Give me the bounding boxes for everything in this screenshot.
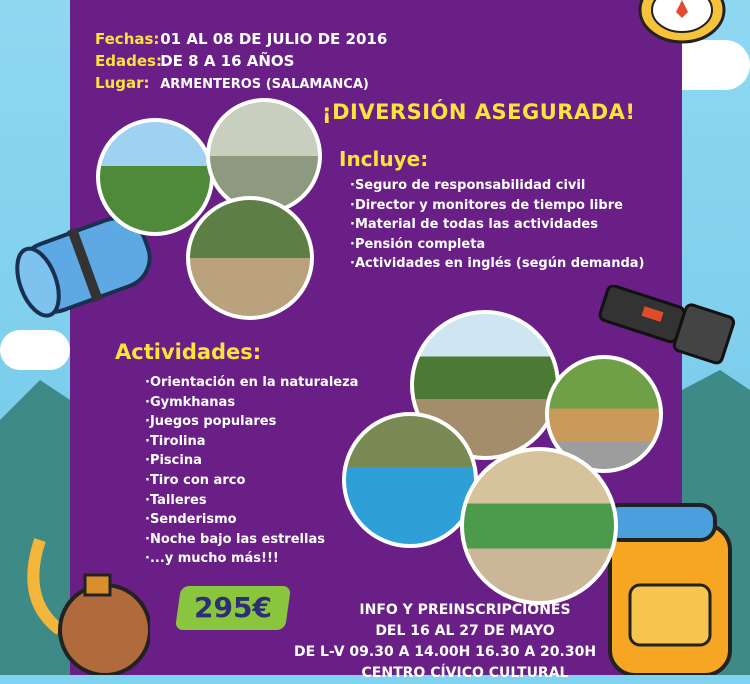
list-item: ·Talleres <box>145 492 207 508</box>
list-item: ·Actividades en inglés (según demanda) <box>350 256 645 272</box>
edades-value: DE 8 A 16 AÑOS <box>160 52 295 70</box>
actividades-title: Actividades: <box>115 340 262 364</box>
price-value: 295€ <box>194 591 272 624</box>
list-item: ·Piscina <box>145 453 202 469</box>
canteen-icon <box>10 520 150 675</box>
list-item: ·Tiro con arco <box>145 472 246 488</box>
photo-pool <box>342 412 478 548</box>
list-item: ·Gymkhanas <box>145 394 236 410</box>
list-item: ·Tirolina <box>145 433 206 449</box>
contact-line: CENTRO CÍVICO CULTURAL <box>361 665 569 681</box>
incluye-title: Incluye: <box>339 147 429 171</box>
list-item: ·Orientación en la naturaleza <box>145 375 359 390</box>
list-item: ·Director y monitores de tiempo libre <box>350 197 623 213</box>
lugar-value: ARMENTEROS (SALAMANCA) <box>160 77 369 92</box>
photo-zipline <box>96 118 214 236</box>
compass-icon <box>632 0 732 50</box>
list-item: ·Material de todas las actividades <box>350 217 598 233</box>
photo-group <box>186 196 314 320</box>
fechas-label: Fechas: <box>95 30 160 48</box>
contact-line: DE L-V 09.30 A 14.00H 16.30 A 20.30H <box>293 644 597 660</box>
list-item: ·Seguro de responsabilidad civil <box>350 178 586 193</box>
event-info <box>95 28 387 96</box>
list-item: ·Juegos populares <box>145 414 277 430</box>
lugar-label: Lugar: <box>95 74 150 92</box>
list-item: ·Senderismo <box>145 512 237 528</box>
edades-label: Edades: <box>95 52 162 70</box>
fechas-value: 01 AL 08 DE JULIO DE 2016 <box>160 30 388 48</box>
incluye-list <box>350 176 644 274</box>
contact-line: DEL 16 AL 27 DE MAYO <box>375 623 555 639</box>
price-badge <box>175 586 291 630</box>
list-item: ·Pensión completa <box>350 236 486 252</box>
flashlight-icon <box>590 285 750 365</box>
list-item: ·...y mucho más!!! <box>145 551 279 567</box>
list-item: ·Noche bajo las estrellas <box>145 531 325 547</box>
contact-line: INFO Y PREINSCRIPCIONES <box>359 602 571 618</box>
headline: ¡DIVERSIÓN ASEGURADA! <box>322 100 636 124</box>
contact-info <box>293 600 630 684</box>
actividades-list <box>145 373 358 569</box>
photo-tents <box>460 447 618 605</box>
